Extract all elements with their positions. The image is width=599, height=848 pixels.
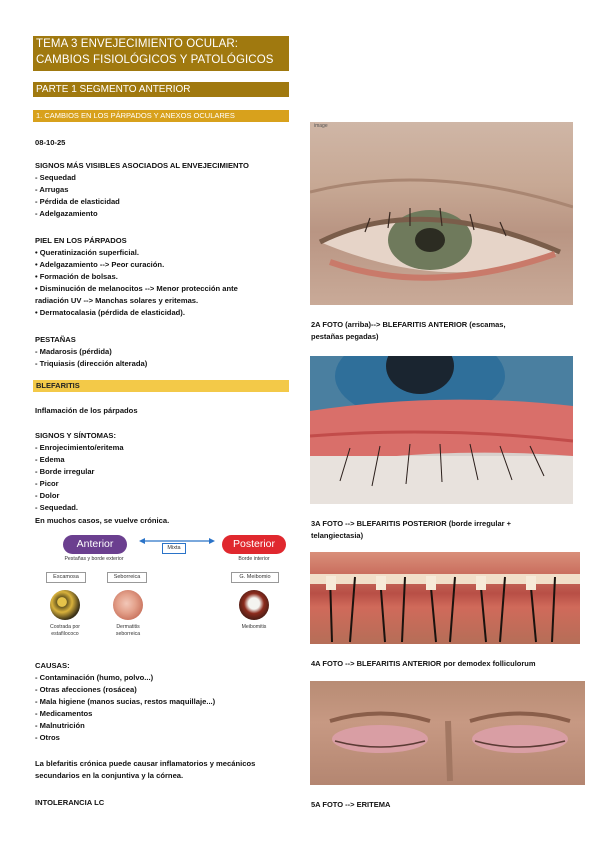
signs-item: - Arrugas <box>35 185 69 194</box>
photo-5a-eritema <box>310 681 585 785</box>
chronic-sentence: En muchos casos, se vuelve crónica. <box>35 516 170 525</box>
intolerance-heading: INTOLERANCIA LC <box>35 798 105 807</box>
eye-closeup-illustration <box>310 356 573 504</box>
section-heading: 1. CAMBIOS EN LOS PÁRPADOS Y ANEXOS OCULARES <box>33 110 289 122</box>
dermatitis-label-2: seborreica <box>115 631 141 637</box>
meibomio-eye-image <box>239 590 269 620</box>
date: 08-10-25 <box>35 138 66 147</box>
cause-item: - Malnutrición <box>35 721 85 730</box>
signs-item: - Sequedad <box>35 173 76 182</box>
anterior-pill: Anterior <box>63 535 127 554</box>
cause-item: - Contaminación (humo, polvo...) <box>35 673 154 682</box>
costrada-label-1: Costrada por <box>50 624 80 630</box>
mixta-label: Mixta <box>162 543 186 554</box>
signs-heading: SIGNOS MÁS VISIBLES ASOCIADOS AL ENVEJECIMIENTO <box>35 161 249 170</box>
symptom-item: - Sequedad. <box>35 503 79 512</box>
photo-2a-blefaritis-anterior <box>310 122 573 305</box>
seborreica-box: Seborreica <box>107 572 147 583</box>
caption-3a-line-1: 3A FOTO --> BLEFARITIS POSTERIOR (borde irregular + <box>311 519 512 528</box>
signs-item: - Pérdida de elasticidad <box>35 197 120 206</box>
signs-item: - Adelgazamiento <box>35 209 98 218</box>
lashes-item: - Madarosis (pérdida) <box>35 347 112 356</box>
blefaritis-classification-diagram <box>33 530 293 648</box>
seborreica-eye-image <box>113 590 143 620</box>
skin-item: • Formación de bolsas. <box>35 272 118 281</box>
caption-2a-line-1: 2A FOTO (arriba)--> BLEFARITIS ANTERIOR (escamas, <box>311 320 506 329</box>
posterior-pill: Posterior <box>222 535 286 554</box>
blefaritis-definition: Inflamación de los párpados <box>35 406 138 415</box>
dermatitis-label-1: Dermatitis <box>116 624 140 630</box>
anterior-sub: Pestañas y borde exterior <box>64 556 124 562</box>
skin-item: • Queratinización superficial. <box>35 248 139 257</box>
escamosa-box: Escamosa <box>46 572 86 583</box>
symptom-item: - Dolor <box>35 491 60 500</box>
caption-3a-line-2: telangiectasia) <box>311 531 364 540</box>
symptom-item: - Edema <box>35 455 65 464</box>
photo-watermark: image <box>314 123 328 129</box>
document-title <box>33 36 289 71</box>
skin-item: • Disminución de melanocitos --> Menor protección ante <box>35 284 238 293</box>
symptom-item: - Enrojecimiento/eritema <box>35 443 124 452</box>
caption-2a-line-2: pestañas pegadas) <box>311 332 379 341</box>
causes-heading: CAUSAS: <box>35 661 70 670</box>
cause-item: - Mala higiene (manos sucias, restos maquillaje...) <box>35 697 216 706</box>
skin-heading: PIEL EN LOS PÁRPADOS <box>35 236 127 245</box>
symptoms-heading: SIGNOS Y SÍNTOMAS: <box>35 431 117 440</box>
cause-item: - Otros <box>35 733 60 742</box>
escamosa-eye-image <box>50 590 80 620</box>
symptom-item: - Picor <box>35 479 59 488</box>
meibomitis-label: Meibomitis <box>241 624 267 630</box>
chronic-note-line-1: La blefaritis crónica puede causar inflamatorios y mecánicos <box>35 759 256 768</box>
cause-item: - Otras afecciones (rosácea) <box>35 685 137 694</box>
lashes-heading: PESTAÑAS <box>35 335 76 344</box>
blefaritis-heading: BLEFARITIS <box>33 380 289 392</box>
photo-3a-blefaritis-posterior <box>310 356 573 504</box>
title-line-2: CAMBIOS FISIOLÓGICOS Y PATOLÓGICOS <box>36 54 274 66</box>
symptom-item: - Borde irregular <box>35 467 95 476</box>
title-line-1: TEMA 3 ENVEJECIMIENTO OCULAR: <box>36 38 239 50</box>
meibomio-box: G. Meibomio <box>231 572 279 583</box>
face-closeup-illustration <box>310 681 585 785</box>
skin-item: • Adelgazamiento --> Peor curación. <box>35 260 165 269</box>
caption-4a: 4A FOTO --> BLEFARITIS ANTERIOR por demodex folliculorum <box>311 659 536 668</box>
eye-illustration <box>310 122 573 305</box>
caption-5a: 5A FOTO --> ERITEMA <box>311 800 391 809</box>
cause-item: - Medicamentos <box>35 709 93 718</box>
costrada-label-2: estafilococo <box>51 631 79 637</box>
lashes-item: - Triquiasis (dirección alterada) <box>35 359 148 368</box>
posterior-sub: Borde interior <box>238 556 270 562</box>
skin-item: radiación UV --> Manchas solares y eritemas. <box>35 296 199 305</box>
photo-4a-demodex <box>310 552 580 644</box>
skin-item: • Dermatocalasia (pérdida de elasticidad). <box>35 308 185 317</box>
chronic-note-line-2: secundarios en la conjuntiva y la córnea. <box>35 771 184 780</box>
part-heading: PARTE 1 SEGMENTO ANTERIOR <box>33 82 289 97</box>
eyelash-closeup-illustration <box>310 552 580 644</box>
